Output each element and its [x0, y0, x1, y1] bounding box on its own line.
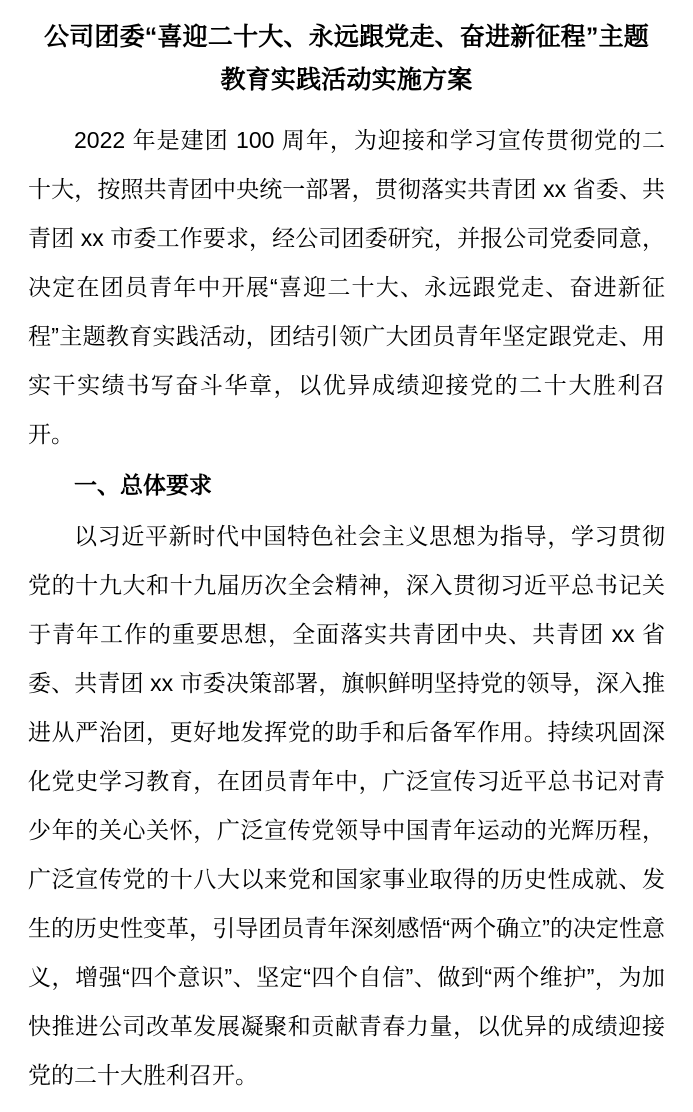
section-heading-overall-requirements: 一、总体要求 — [74, 472, 212, 498]
page-title: 公司团委“喜迎二十大、永远跟党走、奋进新征程”主题教育实践活动实施方案 — [43, 23, 649, 94]
paragraph-overall-requirements: 以习近平新时代中国特色社会主义思想为指导，学习贯彻党的十九大和十九届历次全会精神，深入贯彻习近平总书记关于青年工作的重要思想，全面落实共青团中央、共青团 xx 省委、共青团 xx 市委决策部署，旗帜鲜明坚持党的领导，深入推进从严治团，更好地发挥党的助手和后备军作用。持续巩固深化党史学习教育，在团员青年中，广泛宣传习近平总书记对青少年的关心关怀，广泛宣传党领导中国青年运动的光辉历程，广泛宣传党的十八大以来党和国家事业取得的历史性成就、发生的历史性变革，引导团员青年深刻感悟“两个确立”的决定性意义，增强“四个意识”、坚定“四个自信”、做到“两个维护”，为加快推进公司改革发展凝聚和贡献青春力量，以优异的成绩迎接党的二十大胜利召开。 — [28, 523, 665, 1088]
paragraph-intro: 2022 年是建团 100 周年，为迎接和学习宣传贯彻党的二十大，按照共青团中央统一部署，贯彻落实共青团 xx 省委、共青团 xx 市委工作要求，经公司团委研究，并报公司党委同意，决定在团员青年中开展“喜迎二十大、永远跟党走、奋进新征程”主题教育实践活动，团结引领广大团员青年坚定跟党走、用实干实绩书写奋斗华章，以优异成绩迎接党的二十大胜利召开。 — [28, 127, 665, 447]
